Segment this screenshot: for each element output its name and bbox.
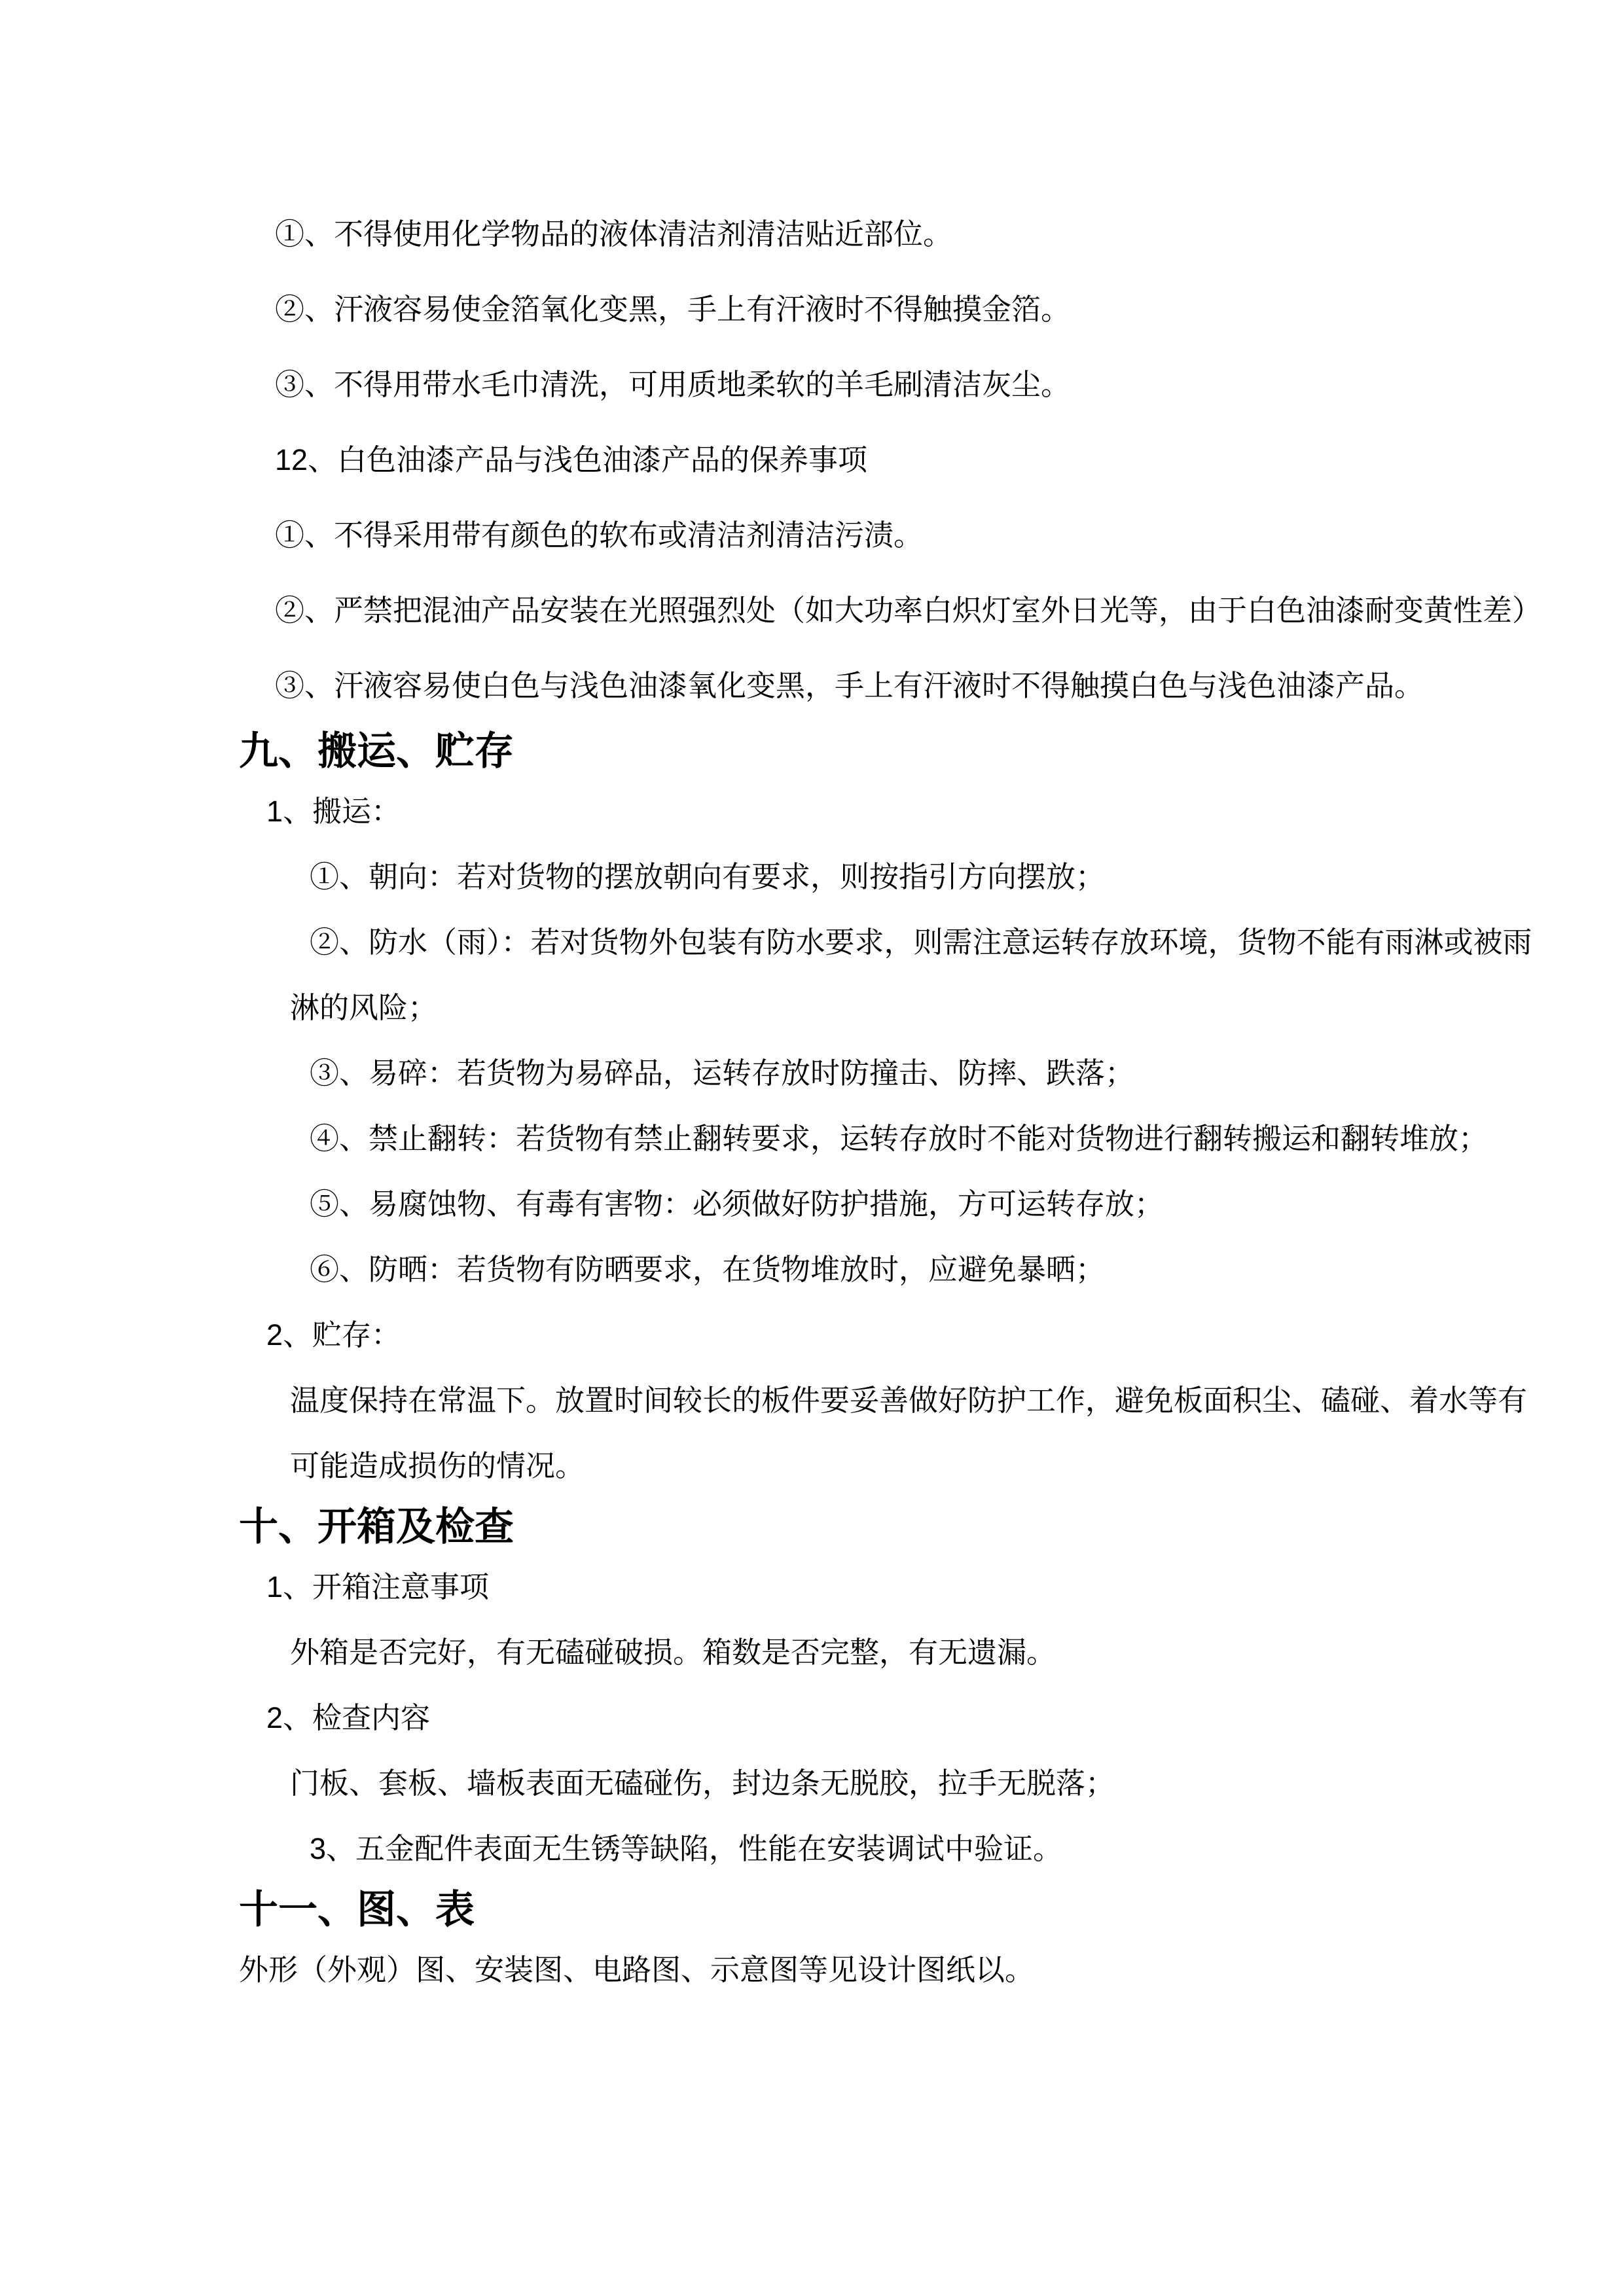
paint-care-note-1: ①、不得采用带有颜色的软布或清洁剂清洁污渍。 <box>275 518 924 552</box>
drawings-paragraph: 外形（外观）图、安装图、电路图、示意图等见设计图纸以。 <box>239 1953 1035 1986</box>
hardware-check-text: 3、五金配件表面无生锈等缺陷，性能在安装调试中验证。 <box>310 1832 1063 1865</box>
handling-item-2: ②、防水（雨）：若对货物外包装有防水要求，则需注意运转存放环境，货物不能有雨淋或被雨淋的风险； <box>290 925 1532 1024</box>
handling-item-6: ⑥、防晒：若货物有防晒要求，在货物堆放时，应避免暴晒； <box>310 1253 1106 1286</box>
handling-item-4: ④、禁止翻转：若货物有禁止翻转要求，运转存放时不能对货物进行翻转搬运和翻转堆放； <box>310 1122 1489 1155</box>
paint-care-note-2: ②、严禁把混油产品安装在光照强烈处（如大功率白炽灯室外日光等，由于白色油漆耐变黄性差） <box>275 594 1542 627</box>
section11-heading: 十一、图、表 <box>239 1888 475 1931</box>
handling-item-5: ⑤、易腐蚀物、有毒有害物：必须做好防护措施，方可运转存放； <box>310 1187 1164 1221</box>
section9-sub2-label: 2、贮存： <box>266 1318 401 1352</box>
unboxing-text: 外箱是否完好，有无磕碰破损。箱数是否完整，有无遗漏。 <box>290 1636 1056 1669</box>
section9-heading: 九、搬运、贮存 <box>239 729 514 773</box>
care-item-12-title: 12、白色油漆产品与浅色油漆产品的保养事项 <box>275 443 868 476</box>
paint-care-note-3: ③、汗液容易使白色与浅色油漆氧化变黑，手上有汗液时不得触摸白色与浅色油漆产品。 <box>275 669 1424 702</box>
storage-paragraph: 温度保持在常温下。放置时间较长的板件要妥善做好防护工作，避免板面积尘、磕碰、着水等有可能造成损伤的情况。 <box>290 1384 1528 1482</box>
unboxing-label: 1、开箱注意事项 <box>266 1570 490 1604</box>
care-note-1: ①、不得使用化学物品的液体清洁剂清洁贴近部位。 <box>275 217 953 251</box>
inspection-text: 门板、套板、墙板表面无磕碰伤，封边条无脱胶，拉手无脱落； <box>290 1767 1115 1800</box>
care-note-2: ②、汗液容易使金箔氧化变黑，手上有汗液时不得触摸金箔。 <box>275 293 1071 326</box>
handling-item-3: ③、易碎：若货物为易碎品，运转存放时防撞击、防摔、跌落； <box>310 1056 1135 1090</box>
handling-item-1: ①、朝向：若对货物的摆放朝向有要求，则按指引方向摆放； <box>310 860 1106 893</box>
care-note-3: ③、不得用带水毛巾清洗，可用质地柔软的羊毛刷清洁灰尘。 <box>275 368 1071 401</box>
inspection-label: 2、检查内容 <box>266 1701 431 1734</box>
section10-heading: 十、开箱及检查 <box>239 1505 514 1549</box>
section9-sub1-label: 1、搬运： <box>266 795 401 828</box>
